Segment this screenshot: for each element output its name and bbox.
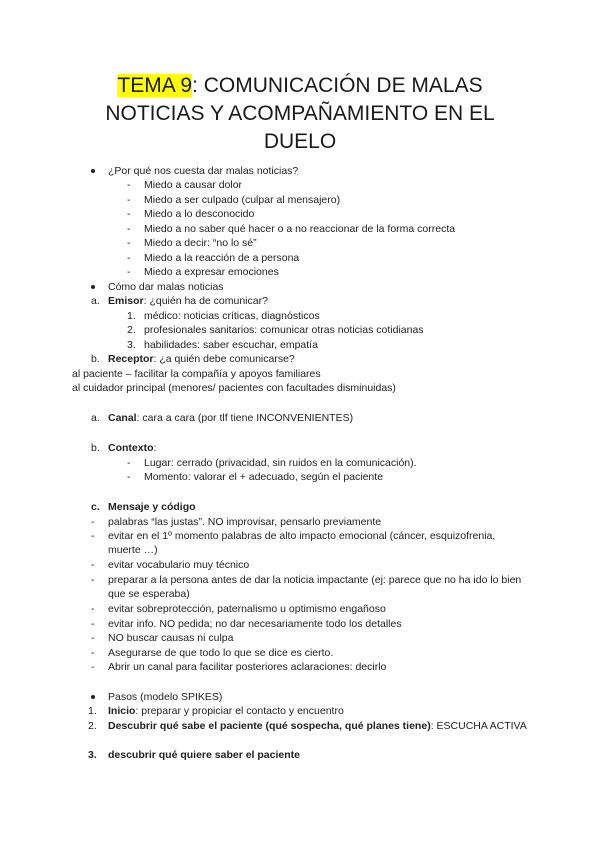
step-bold: descubrir qué quiere saber el paciente [108, 749, 300, 761]
mensaje-item: evitar vocabulario muy técnico [108, 559, 250, 571]
dash-marker: - [127, 194, 131, 206]
dash-marker: - [127, 208, 131, 220]
contexto-label: Contexto [108, 442, 154, 454]
dash-marker: - [91, 516, 95, 528]
dash-marker: - [91, 618, 95, 630]
dash-marker: - [127, 252, 131, 264]
receptor-line [108, 352, 295, 366]
emisor-item: profesionales sanitarios: comunicar otras noticias cotidianas [144, 324, 424, 336]
step-bold: Descubrir qué sabe el paciente (qué sospecha, qué planes tiene) [108, 720, 431, 732]
step-item [108, 704, 344, 718]
section3-heading: Pasos (modelo SPIKES) [108, 691, 223, 703]
dash-marker: - [91, 530, 95, 542]
section1-question: ¿Por qué nos cuesta dar malas noticias? [108, 165, 299, 177]
mensaje-label: Mensaje y código [108, 501, 196, 513]
number-marker: 2. [88, 720, 97, 732]
section2-heading: Cómo dar malas noticias [108, 281, 224, 293]
receptor-text: : ¿a quién debe comunicarse? [153, 353, 295, 365]
section1-item: Miedo a expresar emociones [144, 266, 279, 278]
page-title [0, 72, 600, 99]
title-line1-rest: : COMUNICACIÓN DE MALAS [192, 74, 483, 97]
dash-marker: - [127, 223, 131, 235]
step-text: : ESCUCHA ACTIVA [430, 720, 527, 732]
mensaje-marker: c. [91, 501, 100, 513]
list-marker: b. [91, 353, 100, 365]
mensaje-item: palabras “las justas”. NO improvisar, pensarlo previamente [108, 516, 382, 528]
section1-item: Miedo a causar dolor [144, 179, 243, 191]
title-line3: DUELO [263, 130, 337, 153]
dash-marker: - [127, 471, 131, 483]
number-marker: 1. [88, 705, 97, 717]
contexto-item: Lugar: cerrado (privacidad, sin ruidos en la comunicación). [144, 457, 417, 469]
section1-item: Miedo a decir: “no lo sé” [144, 237, 257, 249]
receptor-detail: al paciente – facilitar la compañía y apoyos familiares [72, 368, 321, 380]
dash-marker: - [91, 632, 95, 644]
dash-marker: - [91, 574, 95, 586]
title-line2: NOTICIAS Y ACOMPAÑAMIENTO EN EL [105, 102, 495, 125]
bullet-dot [91, 285, 95, 289]
mensaje-heading [108, 500, 196, 514]
contexto-line [108, 441, 156, 455]
contexto-text: : [153, 442, 157, 454]
title-highlight: TEMA 9 [117, 74, 193, 97]
receptor-detail: al cuidador principal (menores/ pacientes con facultades disminuidas) [72, 382, 396, 394]
section1-item: Miedo a lo desconocido [144, 208, 255, 220]
list-marker: a. [91, 295, 100, 307]
step-text: : preparar y propiciar el contacto y encuentro [135, 705, 344, 717]
bullet-dot [91, 169, 95, 173]
list-marker: a. [91, 412, 100, 424]
section1-item: Miedo a ser culpado (culpar al mensajero) [144, 194, 341, 206]
mensaje-item: preparar a la persona antes de dar la noticia impactante (ej: parece que no ha ido lo bien que se esperaba) [108, 574, 522, 600]
mensaje-item: evitar info. NO pedida; no dar necesariamente todo los detalles [108, 618, 402, 630]
bullet-dot [91, 695, 95, 699]
number-marker [88, 748, 97, 762]
emisor-label: Emisor [108, 295, 144, 307]
number-marker: 1. [127, 310, 136, 322]
list-marker [91, 500, 100, 514]
section1-item: Miedo a no saber qué hacer o a no reaccionar de la forma correcta [144, 223, 456, 235]
emisor-line [108, 294, 268, 308]
emisor-text: : ¿quién ha de comunicar? [143, 295, 268, 307]
number-marker: 3. [127, 339, 136, 351]
dash-marker: - [91, 661, 95, 673]
contexto-item: Momento: valorar el + adecuado, según el paciente [144, 471, 384, 483]
dash-marker: - [127, 237, 131, 249]
dash-marker: - [127, 179, 131, 191]
dash-marker: - [91, 603, 95, 615]
emisor-item: médico: noticias críticas, diagnósticos [144, 310, 320, 322]
step-item [108, 719, 528, 733]
list-marker: b. [91, 442, 100, 454]
dash-marker: - [127, 266, 131, 278]
dash-marker: - [91, 559, 95, 571]
emisor-item: habilidades: saber escuchar, empatía [144, 339, 318, 351]
number-marker: 2. [127, 324, 136, 336]
mensaje-item: NO buscar causas ni culpa [108, 632, 234, 644]
mensaje-item: evitar en el 1º momento palabras de alto impacto emocional (cáncer, esquizofrenia, muerte …) [108, 530, 496, 556]
dash-marker: - [91, 647, 95, 659]
canal-text: : cara a cara (por tlf tiene INCONVENIENTES) [136, 412, 354, 424]
receptor-label: Receptor [108, 353, 154, 365]
step-bold: Inicio [108, 705, 136, 717]
mensaje-item: Abrir un canal para facilitar posteriores aclaraciones: decirlo [108, 661, 387, 673]
canal-line [108, 411, 353, 425]
section1-item: Miedo a la reacción de a persona [144, 252, 300, 264]
canal-label: Canal [108, 412, 137, 424]
step-item [108, 748, 300, 762]
mensaje-item: evitar sobreprotección, paternalismo u optimismo engañoso [108, 603, 386, 615]
dash-marker: - [127, 457, 131, 469]
step-num: 3. [88, 749, 97, 761]
mensaje-item: Asegurarse de que todo lo que se dice es cierto. [108, 647, 334, 659]
